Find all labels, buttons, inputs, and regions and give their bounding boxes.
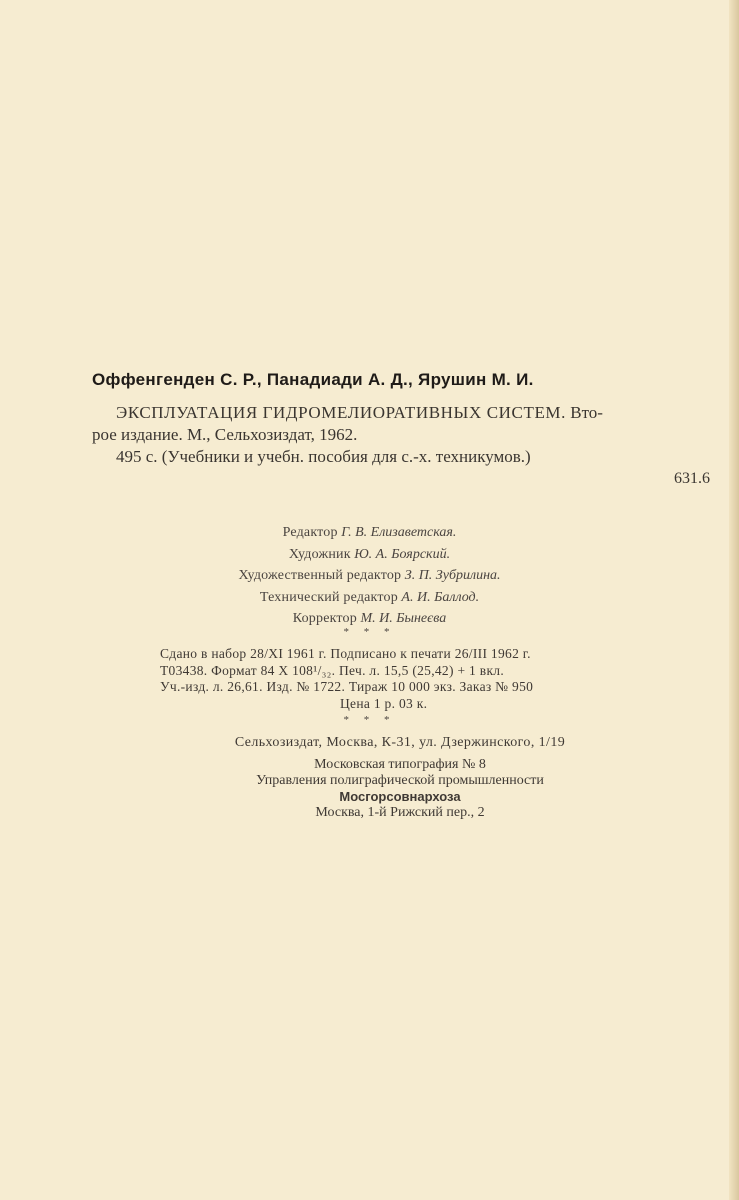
description [92, 402, 712, 490]
print-info-line: Сдано в набор 28/XI 1961 г. Подписано к печати 26/III 1962 г. [160, 646, 531, 661]
credits [0, 522, 739, 630]
credit-row: Технический редактор А. И. Баллод. [259, 589, 480, 605]
print-info [160, 646, 660, 712]
separator-stars: * * * [343, 714, 396, 726]
separator-stars: * * * [343, 626, 396, 638]
book-title: ЭКСПЛУАТАЦИЯ ГИДРОМЕЛИОРАТИВНЫХ СИСТЕМ. [116, 403, 566, 422]
title-line [92, 402, 712, 424]
bibliographic-record [92, 370, 712, 490]
printer-line: Москва, 1-й Рижский пер., 2 [315, 805, 485, 820]
edition-line: рое издание. М., Сельхозиздат, 1962. [92, 425, 358, 444]
udk-index: 631.6 [674, 470, 710, 487]
printer-info [0, 757, 739, 821]
printer-line: Мосгорсовнархоза [339, 789, 461, 804]
publisher-address: Сельхозиздат, Москва, К-31, ул. Дзержинского, 1/19 [234, 735, 566, 750]
printer-line: Управления полиграфической промышленности [256, 773, 544, 788]
pages-series-line: 495 с. (Учебники и учебн. пособия для с.-х. техникумов.) [116, 447, 531, 466]
credit-row: Художественный редактор З. П. Зубрилина. [238, 568, 501, 583]
credit-row: Корректор М. И. Бынеєва [292, 611, 447, 626]
printer-line: Московская типография № 8 [314, 757, 486, 772]
authors: Оффенгенден С. Р., Панадиади А. Д., Ярушин М. И. [92, 370, 534, 389]
price: Цена 1 р. 03 к. [340, 695, 428, 711]
print-info-line: Уч.-изд. л. 26,61. Изд. № 1722. Тираж 10 000 экз. Заказ № 950 [160, 679, 534, 694]
print-info-line: Т03438. Формат 84 X 108¹/₃₂. Печ. л. 15,5 (25,42) + 1 вкл. [160, 662, 505, 678]
credit-row: Редактор Г. В. Елизаветская. [282, 525, 457, 540]
title-tail: Вто- [570, 403, 603, 422]
credit-row: Художник Ю. А. Боярский. [288, 546, 451, 562]
